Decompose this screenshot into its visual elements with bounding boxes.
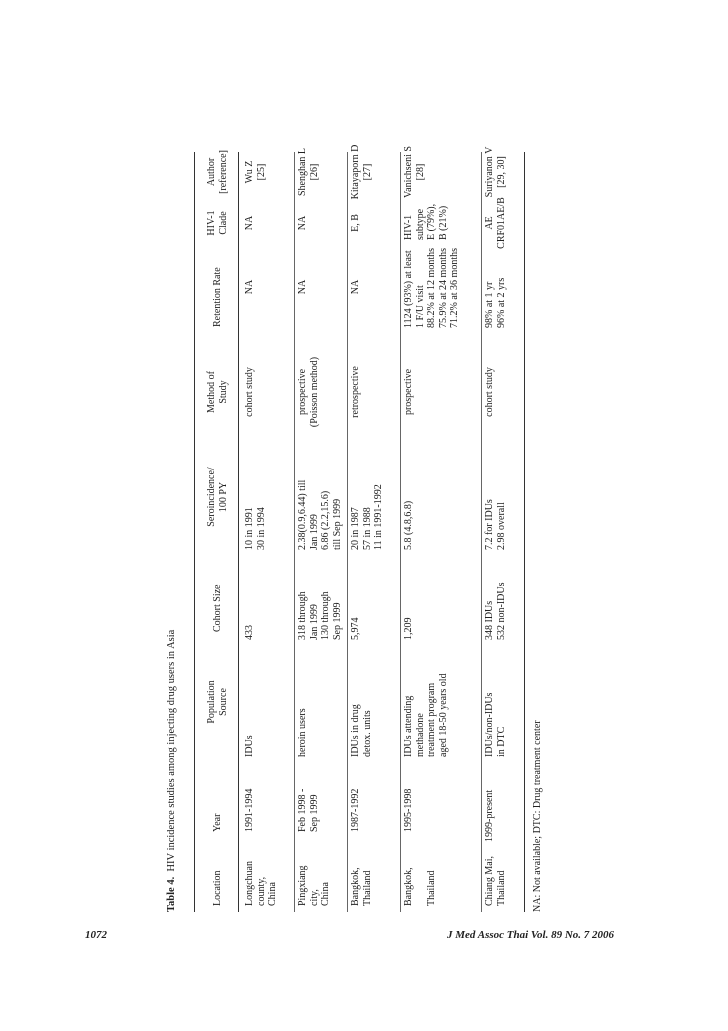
row-divider (481, 152, 482, 912)
cell-cohort-size: 433 (244, 625, 255, 640)
cell-seroincidence: 5.8 (4.8,6.8) (403, 500, 414, 550)
journal-citation: J Med Assoc Thai Vol. 89 No. 7 2006 (447, 929, 615, 941)
row-divider (294, 152, 295, 912)
cell-seroincidence: 20 in 1987 57 in 1988 11 in 1991-1992 (350, 484, 385, 550)
cell-clade: E, B (350, 214, 361, 232)
cell-method: retrospective (350, 366, 361, 418)
cell-population: IDUs attending methadone treatment program aged 18-50 years old (403, 673, 449, 757)
cell-population: heroin users (297, 708, 308, 757)
cell-author: Shenghan L [26] (297, 147, 320, 197)
cell-method: cohort study (484, 367, 495, 417)
cell-retention: NA (297, 279, 308, 295)
cell-retention: 1124 (93%) at least 1 F/U visit 88.2% at 12 months 75.9% at 24 months 71.2% at 36 months (403, 248, 461, 328)
cell-method: cohort study (244, 367, 255, 417)
header-clade: HIV-1 Clade (206, 210, 229, 236)
cell-author: Wu Z [25] (244, 160, 267, 184)
cell-population: IDUs/non-IDUs in DTC (484, 692, 507, 757)
cell-population: IDUs in drug detox. units (350, 704, 373, 757)
cell-population: IDUs (244, 735, 255, 757)
header-method: Method of Study (206, 371, 229, 413)
cell-clade: NA (244, 215, 255, 231)
cell-location: Chiang Mai, Thailand (484, 856, 507, 906)
cell-location: Bangkok, Thailand (403, 867, 438, 906)
cell-seroincidence: 2.38(0.9,6.44) till Jan 1999 6.86 (2.2,15.6) till Sep 1999 (297, 479, 343, 550)
cell-retention: NA (244, 279, 255, 295)
cell-location: Longchuan county, China (244, 861, 279, 906)
header-seroincidence: Seroincidence/ 100 PY (206, 467, 229, 527)
cell-year: Feb 1998 - Sep 1999 (297, 788, 320, 832)
table-caption-label: Table 4. (166, 876, 177, 912)
cell-author: Kitayaporn D [27] (350, 144, 373, 200)
header-author: Author [reference] (206, 150, 229, 194)
header-retention: Retention Rate (212, 267, 223, 327)
cell-year: 1999-present (484, 789, 495, 842)
cell-author: Vanichseni S [28] (403, 146, 426, 198)
cell-method: prospective (403, 368, 414, 416)
table-header-rule (238, 152, 239, 912)
cell-year: 1987-1992 (350, 788, 361, 832)
cell-author: Suriyanon V [29, 30] (484, 146, 507, 198)
row-divider (400, 152, 401, 912)
cell-clade: AE CRF01AE/B (484, 197, 507, 249)
cell-cohort-size: 5,974 (350, 617, 361, 640)
header-location: Location (212, 870, 223, 906)
cell-seroincidence: 7.2 for IDUs 2.98 overall (484, 499, 507, 550)
table-bottom-rule (524, 152, 525, 912)
cell-location: Pingxiang city, China (297, 865, 332, 906)
cell-seroincidence: 10 in 1991 30 in 1994 (244, 507, 267, 550)
header-cohort-size: Cohort Size (212, 584, 223, 632)
cell-cohort-size: 318 through Jan 1999 130 through Sep 1999 (297, 591, 343, 640)
header-population: Population Source (206, 680, 229, 724)
header-year: Year (212, 813, 223, 832)
cell-retention: NA (350, 279, 361, 295)
cell-clade: NA (297, 215, 308, 231)
table-caption-text: HIV incidence studies among injecting drug users in Asia (166, 629, 177, 872)
table-footnote: NA: Not available; DTC: Drug treatment center (532, 720, 543, 912)
cell-year: 1991-1994 (244, 788, 255, 832)
cell-clade: HIV-1 subtype E (79%), B (21%) (403, 203, 449, 240)
table-caption (166, 630, 177, 912)
cell-cohort-size: 348 IDUs 532 non-IDUs (484, 582, 507, 640)
row-divider (347, 152, 348, 912)
cell-year: 1995-1998 (403, 788, 414, 832)
cell-method: prospective (Poisson method) (297, 356, 320, 428)
table-top-rule (194, 152, 195, 912)
cell-retention: 98% at 1 yr 96% at 2 yrs (484, 277, 507, 328)
page-number: 1072 (85, 929, 107, 941)
cell-location: Bangkok, Thailand (350, 867, 373, 906)
rotated-table-block (160, 132, 543, 912)
cell-cohort-size: 1,209 (403, 617, 414, 640)
